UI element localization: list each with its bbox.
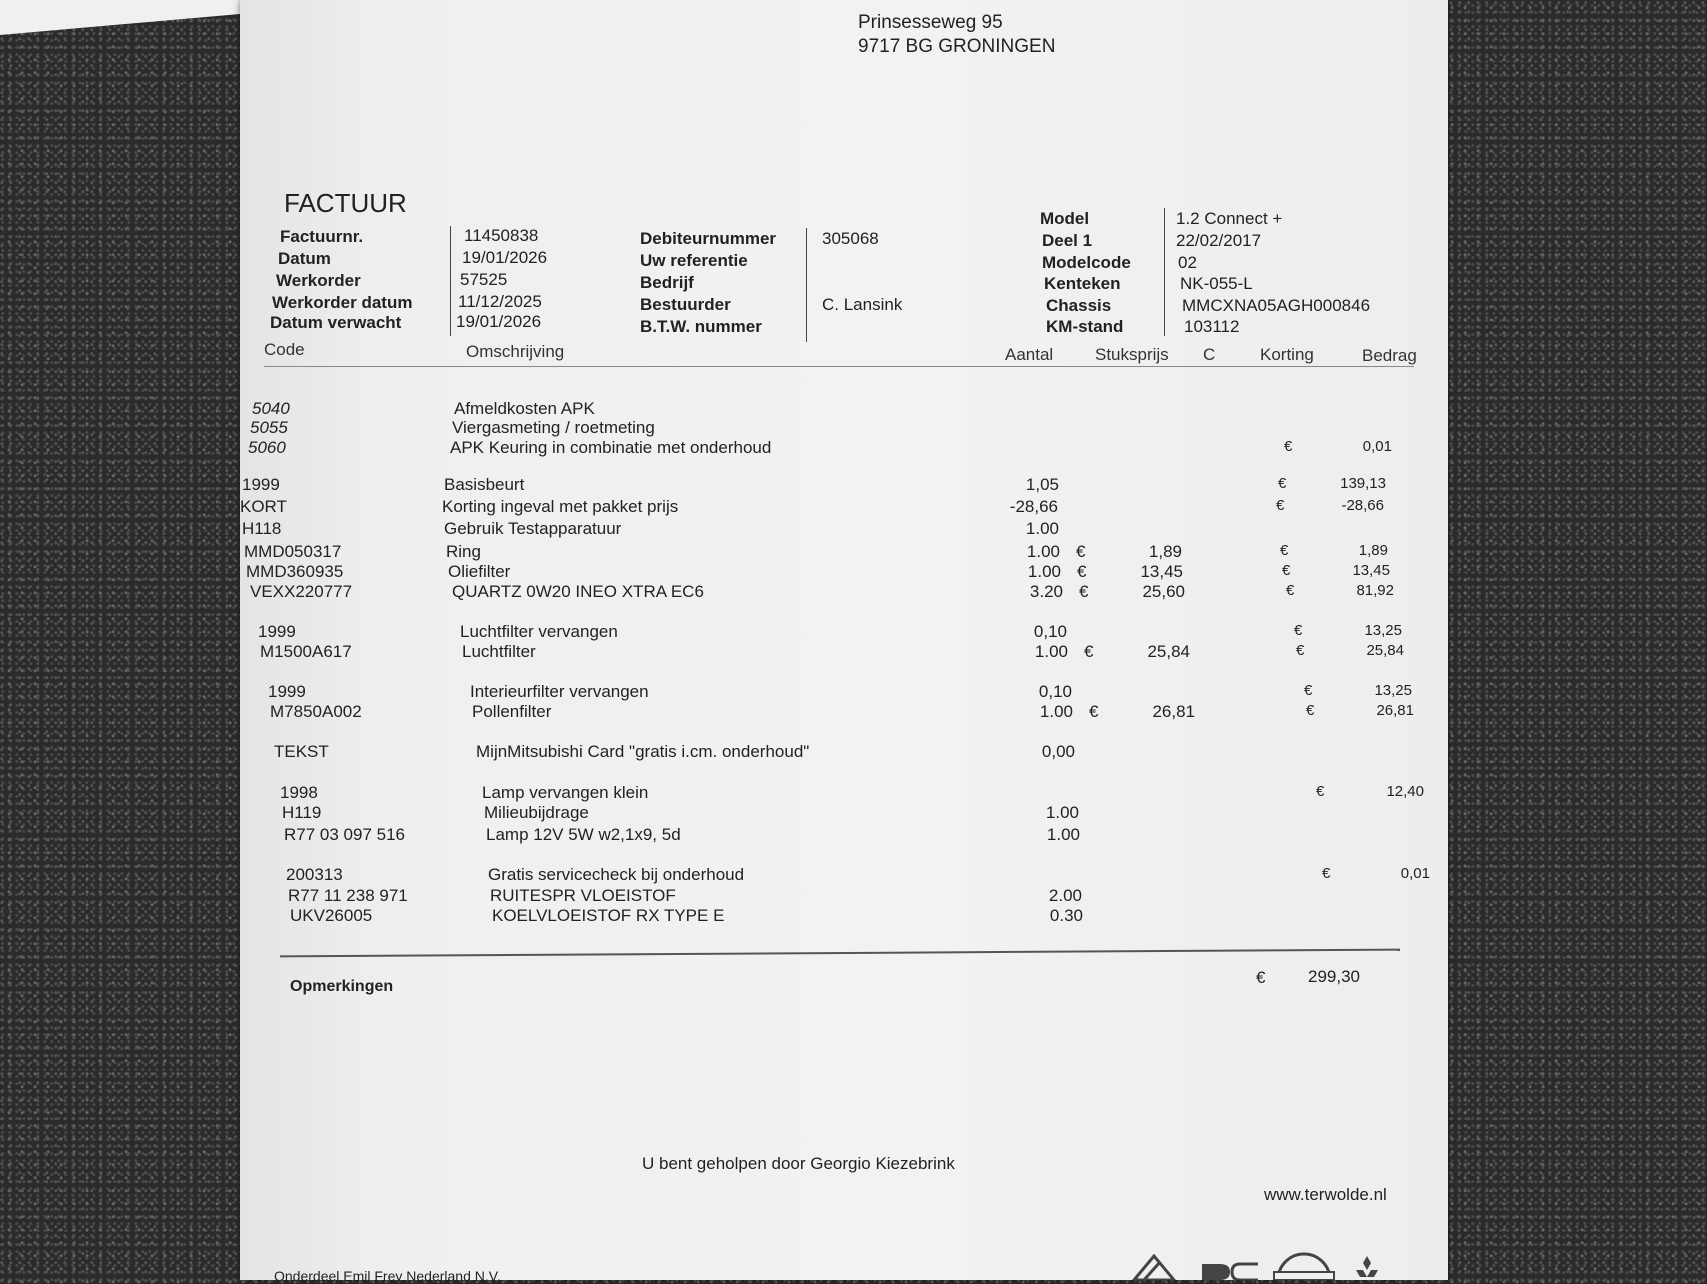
line-code: VEXX220777 [250, 582, 353, 601]
line-unit-price: 13,45 [1140, 562, 1183, 581]
brand-logo-1 [1130, 1254, 1186, 1280]
meta-label: Werkorder datum [272, 293, 413, 312]
meta-label: B.T.W. nummer [640, 317, 762, 336]
line-description: APK Keuring in combinatie met onderhoud [450, 438, 772, 457]
line-amount-currency: € [1280, 542, 1289, 559]
line-code: R77 03 097 516 [284, 825, 405, 844]
line-price-currency: € [1084, 642, 1094, 661]
meta-label: Deel 1 [1042, 231, 1093, 250]
line-unit-price: 26,81 [1152, 702, 1195, 721]
remarks-label: Opmerkingen [290, 978, 394, 995]
line-description: Afmeldkosten APK [454, 399, 595, 418]
line-qty: 1.00 [1046, 825, 1080, 844]
meta-label: Modelcode [1042, 253, 1131, 272]
meta-value: 02 [1178, 253, 1197, 272]
line-amount: 0,01 [1400, 865, 1430, 882]
line-code: M1500A617 [260, 642, 352, 661]
line-code: 5060 [248, 438, 286, 457]
line-qty: 1.00 [1034, 642, 1068, 661]
line-amount: 13,25 [1364, 622, 1402, 639]
line-description: QUARTZ 0W20 INEO XTRA EC6 [452, 582, 704, 601]
line-amount-currency: € [1296, 642, 1305, 659]
line-code: R77 11 238 971 [288, 886, 408, 905]
divider [450, 226, 451, 336]
meta-label: Chassis [1046, 296, 1112, 315]
line-description: Basisbeurt [444, 475, 525, 494]
line-description: Luchtfilter [462, 642, 536, 661]
meta-value: MMCXNA05AGH000846 [1182, 296, 1371, 315]
line-code: M7850A002 [270, 702, 362, 721]
line-qty: 1.00 [1045, 803, 1079, 822]
line-qty: 0,00 [1041, 742, 1075, 761]
line-amount: 12,40 [1386, 783, 1424, 800]
background-paper-corner [0, 0, 240, 35]
line-description: Viergasmeting / roetmeting [452, 418, 655, 437]
meta-value: C. Lansink [822, 295, 903, 314]
line-description: Ring [446, 542, 481, 561]
line-qty: 0,10 [1033, 622, 1067, 641]
line-qty: 1.00 [1025, 519, 1059, 538]
line-code: H118 [242, 519, 282, 538]
line-code: 5040 [252, 399, 290, 418]
meta-value: 1.2 Connect + [1176, 209, 1283, 228]
meta-label: Bedrijf [640, 273, 694, 292]
meta-value: 103112 [1184, 317, 1240, 336]
line-amount: 25,84 [1366, 642, 1404, 659]
line-code: 1999 [268, 682, 306, 701]
line-amount-currency: € [1304, 682, 1313, 699]
line-code: 200313 [286, 865, 343, 884]
meta-label: Datum verwacht [270, 313, 402, 332]
line-qty: 1,05 [1025, 475, 1059, 494]
mitsubishi-logo [1352, 1254, 1382, 1280]
meta-value: 57525 [460, 270, 508, 289]
col-qty: Aantal [1005, 345, 1054, 364]
line-qty: 2.00 [1048, 886, 1082, 905]
col-description: Omschrijving [466, 342, 565, 361]
col-code: Code [264, 340, 305, 359]
line-price-currency: € [1079, 582, 1089, 601]
line-amount-currency: € [1284, 438, 1293, 455]
line-unit-price: 25,84 [1147, 642, 1190, 661]
line-description: Interieurfilter vervangen [470, 682, 649, 701]
line-code: H119 [282, 803, 322, 822]
page-title: FACTUUR [284, 188, 407, 218]
meta-label: Datum [278, 249, 331, 268]
line-qty: 1.00 [1039, 702, 1073, 721]
meta-value: 19/01/2026 [462, 248, 548, 267]
line-code: 5055 [250, 418, 288, 437]
line-amount-currency: € [1322, 865, 1331, 882]
total-amount: 299,30 [1308, 967, 1360, 986]
line-price-currency: € [1077, 562, 1087, 581]
meta-value: 11450838 [464, 226, 539, 245]
col-discount: Korting [1260, 345, 1314, 364]
line-amount: 13,25 [1374, 682, 1412, 699]
invoice-paper [240, 0, 1448, 1284]
line-description: RUITESPR VLOEISTOF [490, 886, 676, 905]
col-c: C [1203, 345, 1216, 364]
line-amount: 81,92 [1356, 582, 1394, 599]
nissan-logo [1272, 1252, 1336, 1280]
line-code: 1998 [280, 783, 318, 802]
meta-value: 305068 [822, 229, 879, 248]
meta-value: 22/02/2017 [1176, 231, 1262, 250]
col-amount: Bedrag [1362, 346, 1417, 365]
address-street: Prinsesseweg 95 [858, 12, 1003, 33]
line-amount-currency: € [1316, 783, 1325, 800]
meta-label: KM-stand [1046, 317, 1124, 336]
line-description: Gratis servicecheck bij onderhoud [488, 865, 745, 884]
meta-label: Werkorder [276, 271, 361, 290]
line-code: KORT [240, 497, 287, 516]
line-unit-price: 1,89 [1148, 542, 1182, 561]
meta-label: Model [1040, 209, 1090, 228]
line-qty: 1.00 [1027, 562, 1061, 581]
meta-value: 11/12/2025 [458, 292, 542, 311]
total-currency: € [1256, 968, 1266, 987]
line-qty: 1.00 [1026, 542, 1060, 561]
website-link[interactable]: www.terwolde.nl [1264, 1185, 1387, 1204]
helped-by-text: U bent geholpen door Georgio Kiezebrink [642, 1154, 955, 1173]
line-amount: 13,45 [1352, 562, 1390, 579]
meta-label: Uw referentie [640, 251, 748, 270]
header-rule [264, 366, 1414, 367]
line-qty: 3.20 [1029, 582, 1063, 601]
line-description: Korting ingeval met pakket prijs [442, 497, 679, 516]
line-code: MMD050317 [244, 542, 342, 561]
line-amount-currency: € [1306, 702, 1315, 719]
line-price-currency: € [1076, 542, 1086, 561]
address-city: 9717 BG GRONINGEN [858, 36, 1056, 57]
line-qty: -28,66 [1009, 497, 1058, 516]
line-amount-currency: € [1278, 475, 1287, 492]
line-amount: -28,66 [1341, 497, 1384, 514]
line-description: Luchtfilter vervangen [460, 622, 618, 641]
line-amount-currency: € [1276, 497, 1285, 514]
line-amount: 1,89 [1358, 542, 1388, 559]
line-code: TEKST [274, 742, 329, 761]
line-code: MMD360935 [246, 562, 344, 581]
meta-value: 19/01/2026 [456, 312, 542, 331]
footer-company: Onderdeel Emil Frey Nederland N.V. [274, 1268, 501, 1284]
meta-label: Factuurnr. [280, 227, 364, 246]
line-description: Oliefilter [448, 562, 511, 581]
line-amount-currency: € [1286, 582, 1295, 599]
line-description: Pollenfilter [472, 702, 552, 721]
col-unit-price: Stuksprijs [1095, 345, 1169, 364]
meta-value: NK-055-L [1180, 274, 1253, 293]
meta-label: Kenteken [1044, 274, 1121, 293]
brand-logo-2 [1200, 1262, 1260, 1280]
line-qty: 0,10 [1038, 682, 1072, 701]
line-description: Milieubijdrage [484, 803, 589, 822]
line-amount: 26,81 [1376, 702, 1414, 719]
divider [1164, 208, 1165, 336]
total-rule [280, 949, 1400, 958]
line-description: KOELVLOEISTOF RX TYPE E [492, 906, 725, 925]
line-amount: 0,01 [1362, 438, 1392, 455]
line-price-currency: € [1089, 702, 1099, 721]
meta-label: Debiteurnummer [640, 229, 777, 248]
line-amount-currency: € [1294, 622, 1303, 639]
line-code: 1999 [258, 622, 296, 641]
line-code: UKV26005 [290, 906, 373, 925]
line-description: Gebruik Testapparatuur [444, 519, 622, 538]
line-unit-price: 25,60 [1142, 582, 1185, 601]
line-amount: 139,13 [1340, 475, 1386, 492]
divider [806, 228, 807, 342]
meta-label: Bestuurder [640, 295, 731, 314]
line-amount-currency: € [1282, 562, 1291, 579]
line-description: Lamp 12V 5W w2,1x9, 5d [486, 825, 681, 844]
line-qty: 0.30 [1049, 906, 1083, 925]
line-description: Lamp vervangen klein [482, 783, 649, 802]
line-description: MijnMitsubishi Card "gratis i.cm. onderhoud" [476, 742, 810, 761]
line-code: 1999 [242, 475, 280, 494]
